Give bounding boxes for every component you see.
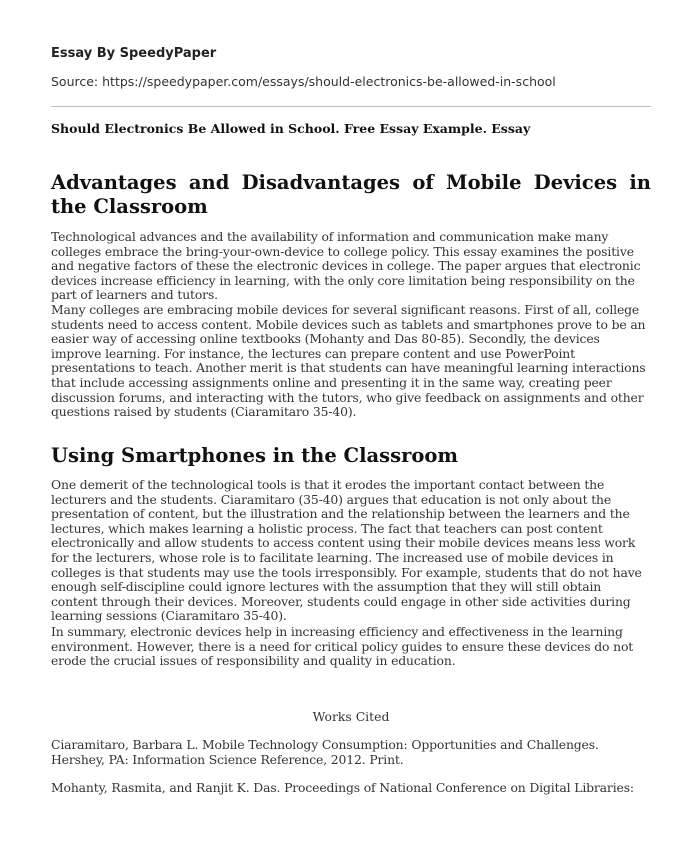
main-heading: Advantages and Disadvantages of Mobile Devices in the Classroom xyxy=(51,171,651,218)
citation-entry: Ciaramitaro, Barbara L. Mobile Technology Consumption: Opportunities and Challenges. Hershey, PA: Information Science Reference, 2012. Print. xyxy=(51,737,599,767)
citation-entry: Mohanty, Rasmita, and Ranjit K. Das. Proceedings of National Conference on Digital Libraries: xyxy=(51,780,634,795)
section-heading: Using Smartphones in the Classroom xyxy=(51,444,458,467)
essay-subtitle: Should Electronics Be Allowed in School. Free Essay Example. Essay xyxy=(51,121,531,136)
body-paragraph: One demerit of the technological tools is that it erodes the important contact between the lecturers and the students. Ciaramitaro (35-40) argues that education is not only about the presentation of content, but the illustration and the relationship between the learners and the lectures, which makes learning a holistic process. The fact that teachers can post content electronically and allow students to access content using their mobile devices means less work for the lecturers, whose role is to facilitate learning. The increased use of mobile devices in colleges is that students may use the tools irresponsibly. For example, students that do not have enough self-discipline could ignore lectures with the assumption that they will still obtain content through their devices. Moreover, students could engage in other side activities during learning sessions (Ciaramitaro 35-40). xyxy=(51,477,642,624)
header-divider xyxy=(51,106,651,107)
body-paragraph: Many colleges are embracing mobile devices for several significant reasons. First of all, college students need to access content. Mobile devices such as tablets and smartphones prove to be an easier way of accessing online textbooks (Mohanty and Das 80-85). Secondly, the devices improve learning. For instance, the lectures can prepare content and use PowerPoint presentations to teach. Another merit is that students can have meaningful learning interactions that include accessing assignments online and presenting it in the same way, creating peer discussion forums, and interacting with the tutors, who give feedback on assignments and other questions raised by students (Ciaramitaro 35-40). xyxy=(51,302,646,420)
brand-label: Essay By SpeedyPaper xyxy=(51,46,217,61)
source-line: Source: https://speedypaper.com/essays/should-electronics-be-allowed-in-school xyxy=(51,74,556,89)
body-paragraph: Technological advances and the availability of information and communication make many colleges embrace the bring-your-own-device to college policy. This essay examines the positive and negative factors of these the electronic devices in college. The paper argues that electronic devices increase efficiency in learning, with the only core limitation being responsibility on the part of learners and tutors. xyxy=(51,229,641,303)
body-paragraph: In summary, electronic devices help in increasing efficiency and effectiveness in the learning environment. However, there is a need for critical policy guides to ensure these devices do not erode the crucial issues of responsibility and quality in education. xyxy=(51,624,634,669)
works-cited-title: Works Cited xyxy=(312,709,390,724)
